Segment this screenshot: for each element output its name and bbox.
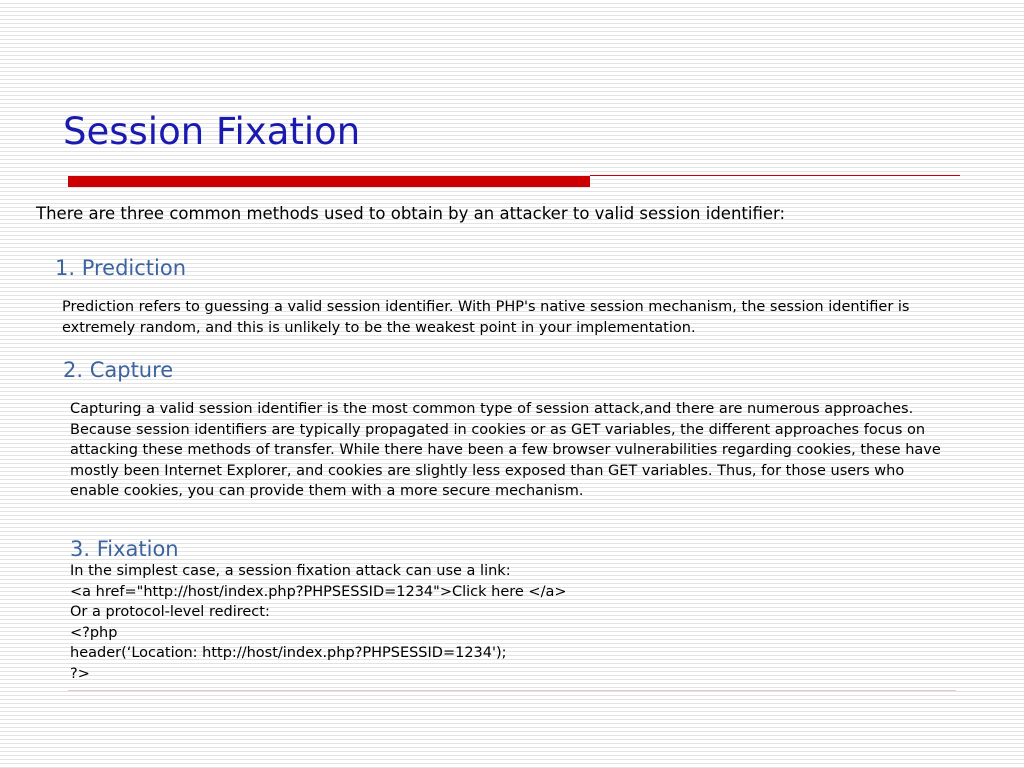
fixation-line: In the simplest case, a session fixation attack can use a link:: [70, 563, 511, 579]
fixation-line: header(‘Location: http://host/index.php?PHPSESSID=1234');: [70, 645, 507, 661]
fixation-line: <?php: [70, 624, 118, 641]
prediction-paragraph: Prediction refers to guessing a valid session identifier. With PHP's native session mechanism, the session identifier is extremely random, and this is unlikely to be the weakest point in your implementation.: [62, 299, 910, 336]
bottom-divider: [68, 690, 956, 691]
fixation-line: ?>: [70, 665, 90, 682]
title-underline-bar: [68, 176, 590, 187]
fixation-line: <a href="http://host/index.php?PHPSESSID=1234">Click here </a>: [70, 583, 567, 600]
heading-capture: 2. Capture: [63, 358, 174, 382]
capture-paragraph: Capturing a valid session identifier is the most common type of session attack,and there are numerous approaches. Because session identifiers are typically propagated in cookies or as GET variables, the different approaches focus on attacking these methods of transfer. While there have been a few browser vulnerabilities regarding cookies, these have mostly been Internet Explorer, and cookies are slightly less exposed than GET variables. Thus, for those users who enable cookies, you can provide them with a more secure mechanism.: [70, 401, 941, 499]
heading-fixation: 3. Fixation: [70, 537, 179, 561]
slide-title: Session Fixation: [63, 110, 361, 153]
fixation-code-block: [70, 561, 567, 684]
fixation-line: Or a protocol-level redirect:: [70, 604, 270, 620]
heading-prediction: 1. Prediction: [55, 256, 187, 280]
intro-text: There are three common methods used to obtain by an attacker to valid session identifier:: [36, 204, 786, 223]
title-underline-rule: [590, 175, 960, 176]
